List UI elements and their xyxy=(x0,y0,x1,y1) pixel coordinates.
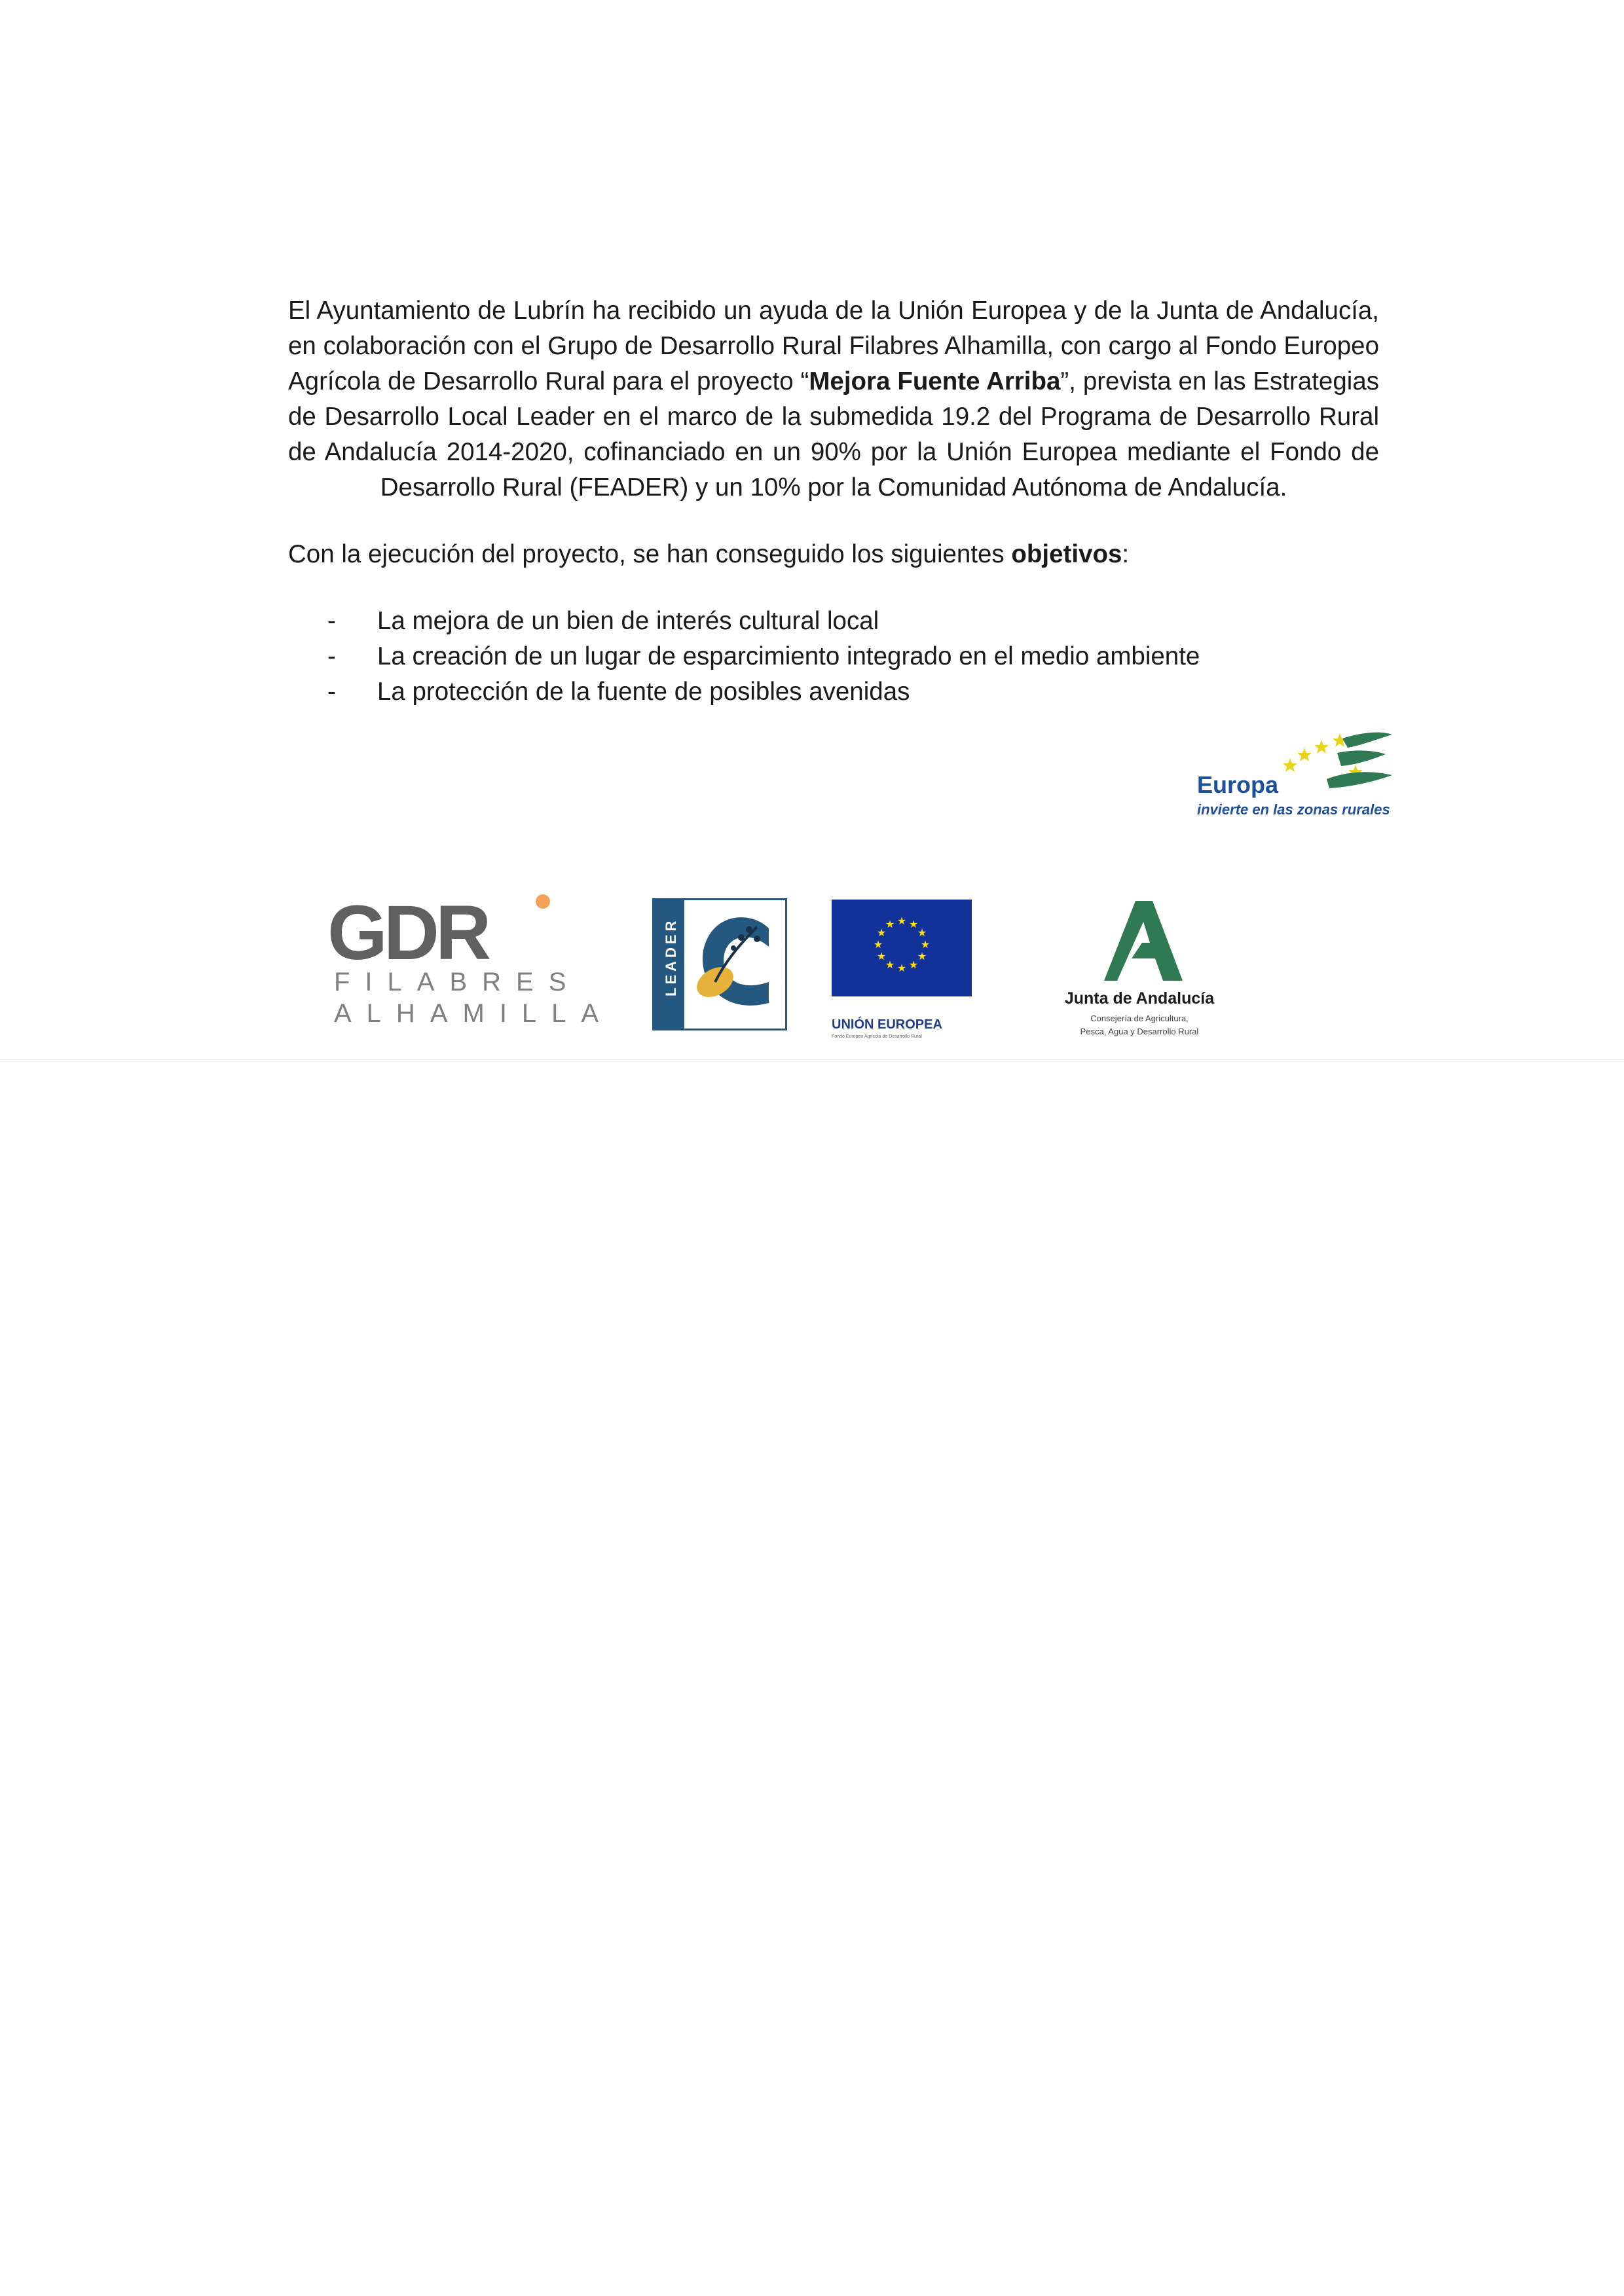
svg-text:★: ★ xyxy=(917,950,927,962)
list-dash: - xyxy=(327,607,336,635)
junta-consejeria-1: Consejería de Agricultura, xyxy=(1090,1013,1189,1023)
intro-text: Con la ejecución del proyecto, se han conseguido los siguientes xyxy=(288,540,1012,568)
svg-text:★: ★ xyxy=(920,938,931,951)
list-dash: - xyxy=(327,642,336,670)
svg-text:★: ★ xyxy=(873,938,883,951)
paragraph-text-2: ”, prevista en las Estrategias de Desarrollo Local Leader en el marco de la submedida 19.2 del Programa de Desarrollo Rural de Andalucía 2014-2020, cofinanciado en un 90% por la Unión Europea mediante el Fondo de Desarrollo Rural (FEADER) y un 10% por la Comunidad Autónoma de Andalucía. xyxy=(288,367,1379,501)
junta-a-icon xyxy=(1104,901,1183,981)
intro-suffix: : xyxy=(1122,540,1130,568)
svg-text:★: ★ xyxy=(876,926,887,939)
svg-text:★: ★ xyxy=(908,958,919,971)
funding-logos xyxy=(0,890,1624,1048)
europa-tagline: invierte en las zonas rurales xyxy=(1197,801,1390,818)
objective-item xyxy=(327,674,1200,710)
objective-text: La mejora de un bien de interés cultural local xyxy=(377,607,879,635)
svg-text:★: ★ xyxy=(885,958,895,971)
gdr-line-1: FILABRES xyxy=(334,968,581,996)
europa-logo xyxy=(1192,725,1388,824)
objective-text: La protección de la fuente de posibles avenidas xyxy=(377,678,910,706)
junta-logo xyxy=(1035,901,1257,1038)
junta-name: Junta de Andalucía xyxy=(1064,989,1215,1008)
eu-stars-icon xyxy=(832,900,972,996)
svg-text:★: ★ xyxy=(917,926,927,939)
page-fold xyxy=(0,1059,1624,1060)
leader-label: LEADER xyxy=(663,917,679,996)
paragraph-text-1: El Ayuntamiento de Lubrín ha recibido un ayuda de la Unión Europea y de la Junta de Andalucía, en colaboración con el Grupo de Desarrollo Rural Filabres Alhamilla, con cargo al Fondo Europeo Agrícola de Desarrollo Rural para el proyecto “ xyxy=(288,297,1379,395)
svg-text:★: ★ xyxy=(896,915,907,927)
intro-bold: objetivos xyxy=(1011,540,1122,568)
svg-text:★: ★ xyxy=(908,918,919,930)
objectives-intro xyxy=(288,537,1375,572)
svg-text:★: ★ xyxy=(876,950,887,962)
eu-name: UNIÓN EUROPEA xyxy=(832,1017,942,1032)
eu-flag-icon xyxy=(832,900,972,996)
svg-text:★: ★ xyxy=(885,918,895,930)
gdr-line-2: ALHAMILLA xyxy=(334,999,614,1028)
europa-stars-icon xyxy=(1264,725,1395,797)
objective-text: La creación de un lugar de esparcimiento integrado en el medio ambiente xyxy=(377,642,1200,670)
gdr-dot-icon xyxy=(536,894,550,909)
junta-consejeria-2: Pesca, Agua y Desarrollo Rural xyxy=(1080,1027,1199,1036)
list-dash: - xyxy=(327,678,336,706)
svg-text:★: ★ xyxy=(896,962,907,974)
objective-item xyxy=(327,604,1200,639)
objectives-list xyxy=(327,604,1200,710)
leader-logo xyxy=(652,898,787,1030)
project-name: Mejora Fuente Arriba xyxy=(809,367,1061,395)
eu-logo xyxy=(832,900,976,1039)
objective-item xyxy=(327,639,1200,674)
eu-fund: Fondo Europeo Agrícola de Desarrollo Rural xyxy=(832,1034,922,1039)
gdr-mark: GDR xyxy=(327,890,488,976)
europa-word: Europa xyxy=(1197,771,1279,798)
gdr-logo xyxy=(327,890,614,1034)
main-paragraph xyxy=(288,293,1379,505)
